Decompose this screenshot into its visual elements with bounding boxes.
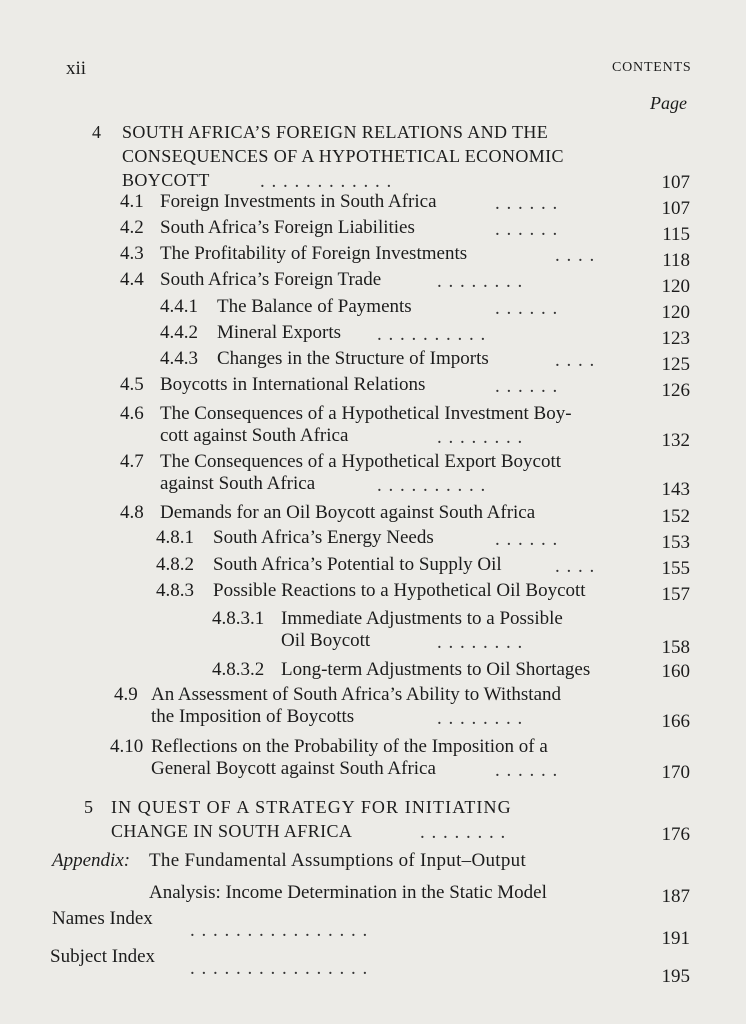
entry-leader-dots: . . . . . . . . (437, 427, 524, 448)
chapter-5-leader-dots: . . . . . . . . (420, 822, 507, 843)
entry-title: The Consequences of a Hypothetical Investment Boy- (160, 403, 572, 424)
appendix-title-line1: The Fundamental Assumptions of Input–Output (149, 850, 527, 871)
entry-title: Reflections on the Probability of the Imposition of a (151, 736, 548, 757)
entry-title: Foreign Investments in South Africa (160, 191, 437, 212)
entry-number: 4.8.2 (156, 554, 194, 575)
subject-index-title: Subject Index (50, 946, 156, 967)
chapter-5-page: 176 (661, 824, 690, 845)
entry-number: 4.10 (110, 736, 144, 757)
entry-title: South Africa’s Energy Needs (213, 527, 434, 548)
entry-leader-dots: . . . . (555, 245, 596, 266)
entry-leader-dots: . . . . . . (495, 219, 559, 240)
entry-number: 4.9 (114, 684, 138, 705)
entry-page: 166 (661, 711, 690, 732)
chapter-5-title-line2: CHANGE IN SOUTH AFRICA (111, 821, 353, 841)
names-index-page: 191 (661, 928, 690, 949)
entry-number: 4.1 (120, 191, 144, 212)
entry-number: 4.3 (120, 243, 144, 264)
entry-leader-dots: . . . . . . . . . . (377, 324, 487, 345)
appendix-label: Appendix: (52, 850, 131, 871)
entry-number: 4.8.1 (156, 527, 194, 548)
entry-leader-dots: . . . . . . (495, 298, 559, 319)
entry-page: 155 (661, 558, 690, 579)
entry-number: 4.8 (120, 502, 144, 523)
entry-leader-dots: . . . . . . . . (437, 632, 524, 653)
entry-title-continued: General Boycott against South Africa (151, 758, 436, 779)
entry-title: Mineral Exports (217, 322, 342, 343)
entry-number: 4.4.2 (160, 322, 198, 343)
entry-number: 4.6 (120, 403, 144, 424)
entry-number: 4.4.3 (160, 348, 198, 369)
entry-leader-dots: . . . . (555, 350, 596, 371)
entry-title: The Profitability of Foreign Investments (160, 243, 468, 264)
entry-title: Long-term Adjustments to Oil Shortages (281, 659, 591, 680)
entry-title-continued: Oil Boycott (281, 630, 371, 651)
chapter-4-title-line3: BOYCOTT (122, 170, 210, 190)
entry-title: The Balance of Payments (217, 296, 412, 317)
entry-title-continued: the Imposition of Boycotts (151, 706, 355, 727)
entry-title: Immediate Adjustments to a Possible (281, 608, 563, 629)
names-index-leader-dots: . . . . . . . . . . . . . . . . (190, 920, 369, 941)
chapter-4-page: 107 (661, 172, 690, 193)
page-column-label: Page (650, 93, 687, 113)
entry-page: 158 (661, 637, 690, 658)
entry-page: 107 (661, 198, 690, 219)
entry-leader-dots: . . . . . . . . (437, 708, 524, 729)
subject-index-leader-dots: . . . . . . . . . . . . . . . . (190, 958, 369, 979)
chapter-5-title-line1: IN QUEST OF A STRATEGY FOR INITIATING (111, 797, 512, 817)
entry-page: 123 (661, 328, 690, 349)
entry-number: 4.5 (120, 374, 144, 395)
subject-index-page: 195 (661, 966, 690, 987)
entry-page: 126 (661, 380, 690, 401)
entry-number: 4.8.3 (156, 580, 194, 601)
entry-page: 125 (661, 354, 690, 375)
entry-number: 4.8.3.1 (212, 608, 265, 629)
chapter-4-number: 4 (92, 122, 102, 142)
entry-page: 160 (661, 661, 690, 682)
entry-page: 153 (661, 532, 690, 553)
entry-number: 4.8.3.2 (212, 659, 265, 680)
entry-title: South Africa’s Foreign Liabilities (160, 217, 415, 238)
chapter-4-title-line1: SOUTH AFRICA’S FOREIGN RELATIONS AND THE (122, 122, 549, 142)
entry-page: 157 (661, 584, 690, 605)
appendix-page: 187 (661, 886, 690, 907)
entry-leader-dots: . . . . . . (495, 193, 559, 214)
entry-number: 4.4 (120, 269, 144, 290)
entry-leader-dots: . . . . (555, 556, 596, 577)
appendix-title-line2: Analysis: Income Determination in the Static Model (149, 882, 547, 903)
entry-title: Possible Reactions to a Hypothetical Oil Boycott (213, 580, 586, 601)
entry-title: South Africa’s Foreign Trade (160, 269, 382, 290)
entry-page: 120 (661, 276, 690, 297)
entry-number: 4.2 (120, 217, 144, 238)
entry-page: 132 (661, 430, 690, 451)
entry-title: The Consequences of a Hypothetical Export Boycott (160, 451, 562, 472)
entry-leader-dots: . . . . . . (495, 760, 559, 781)
entry-title-continued: cott against South Africa (160, 425, 349, 446)
entry-number: 4.4.1 (160, 296, 198, 317)
entry-page: 152 (661, 506, 690, 527)
entry-title: Boycotts in International Relations (160, 374, 426, 395)
entry-title: Demands for an Oil Boycott against South Africa (160, 502, 536, 523)
entry-leader-dots: . . . . . . . . . . (377, 475, 487, 496)
folio: xii (66, 58, 87, 79)
entry-page: 143 (661, 479, 690, 500)
chapter-4-leader-dots: . . . . . . . . . . . . (260, 171, 393, 192)
entry-leader-dots: . . . . . . . . (437, 271, 524, 292)
entry-leader-dots: . . . . . . (495, 529, 559, 550)
entry-title: Changes in the Structure of Imports (217, 348, 489, 369)
names-index-title: Names Index (52, 908, 153, 929)
entry-page: 170 (661, 762, 690, 783)
entry-page: 118 (662, 250, 690, 271)
entry-title: South Africa’s Potential to Supply Oil (213, 554, 502, 575)
entry-page: 120 (661, 302, 690, 323)
running-title: CONTENTS (612, 60, 692, 75)
entry-leader-dots: . . . . . . (495, 376, 559, 397)
entry-number: 4.7 (120, 451, 144, 472)
entry-title-continued: against South Africa (160, 473, 316, 494)
chapter-5-number: 5 (84, 797, 94, 817)
entry-title: An Assessment of South Africa’s Ability to Withstand (151, 684, 562, 705)
chapter-4-title-line2: CONSEQUENCES OF A HYPOTHETICAL ECONOMIC (122, 146, 564, 166)
entry-page: 115 (662, 224, 690, 245)
